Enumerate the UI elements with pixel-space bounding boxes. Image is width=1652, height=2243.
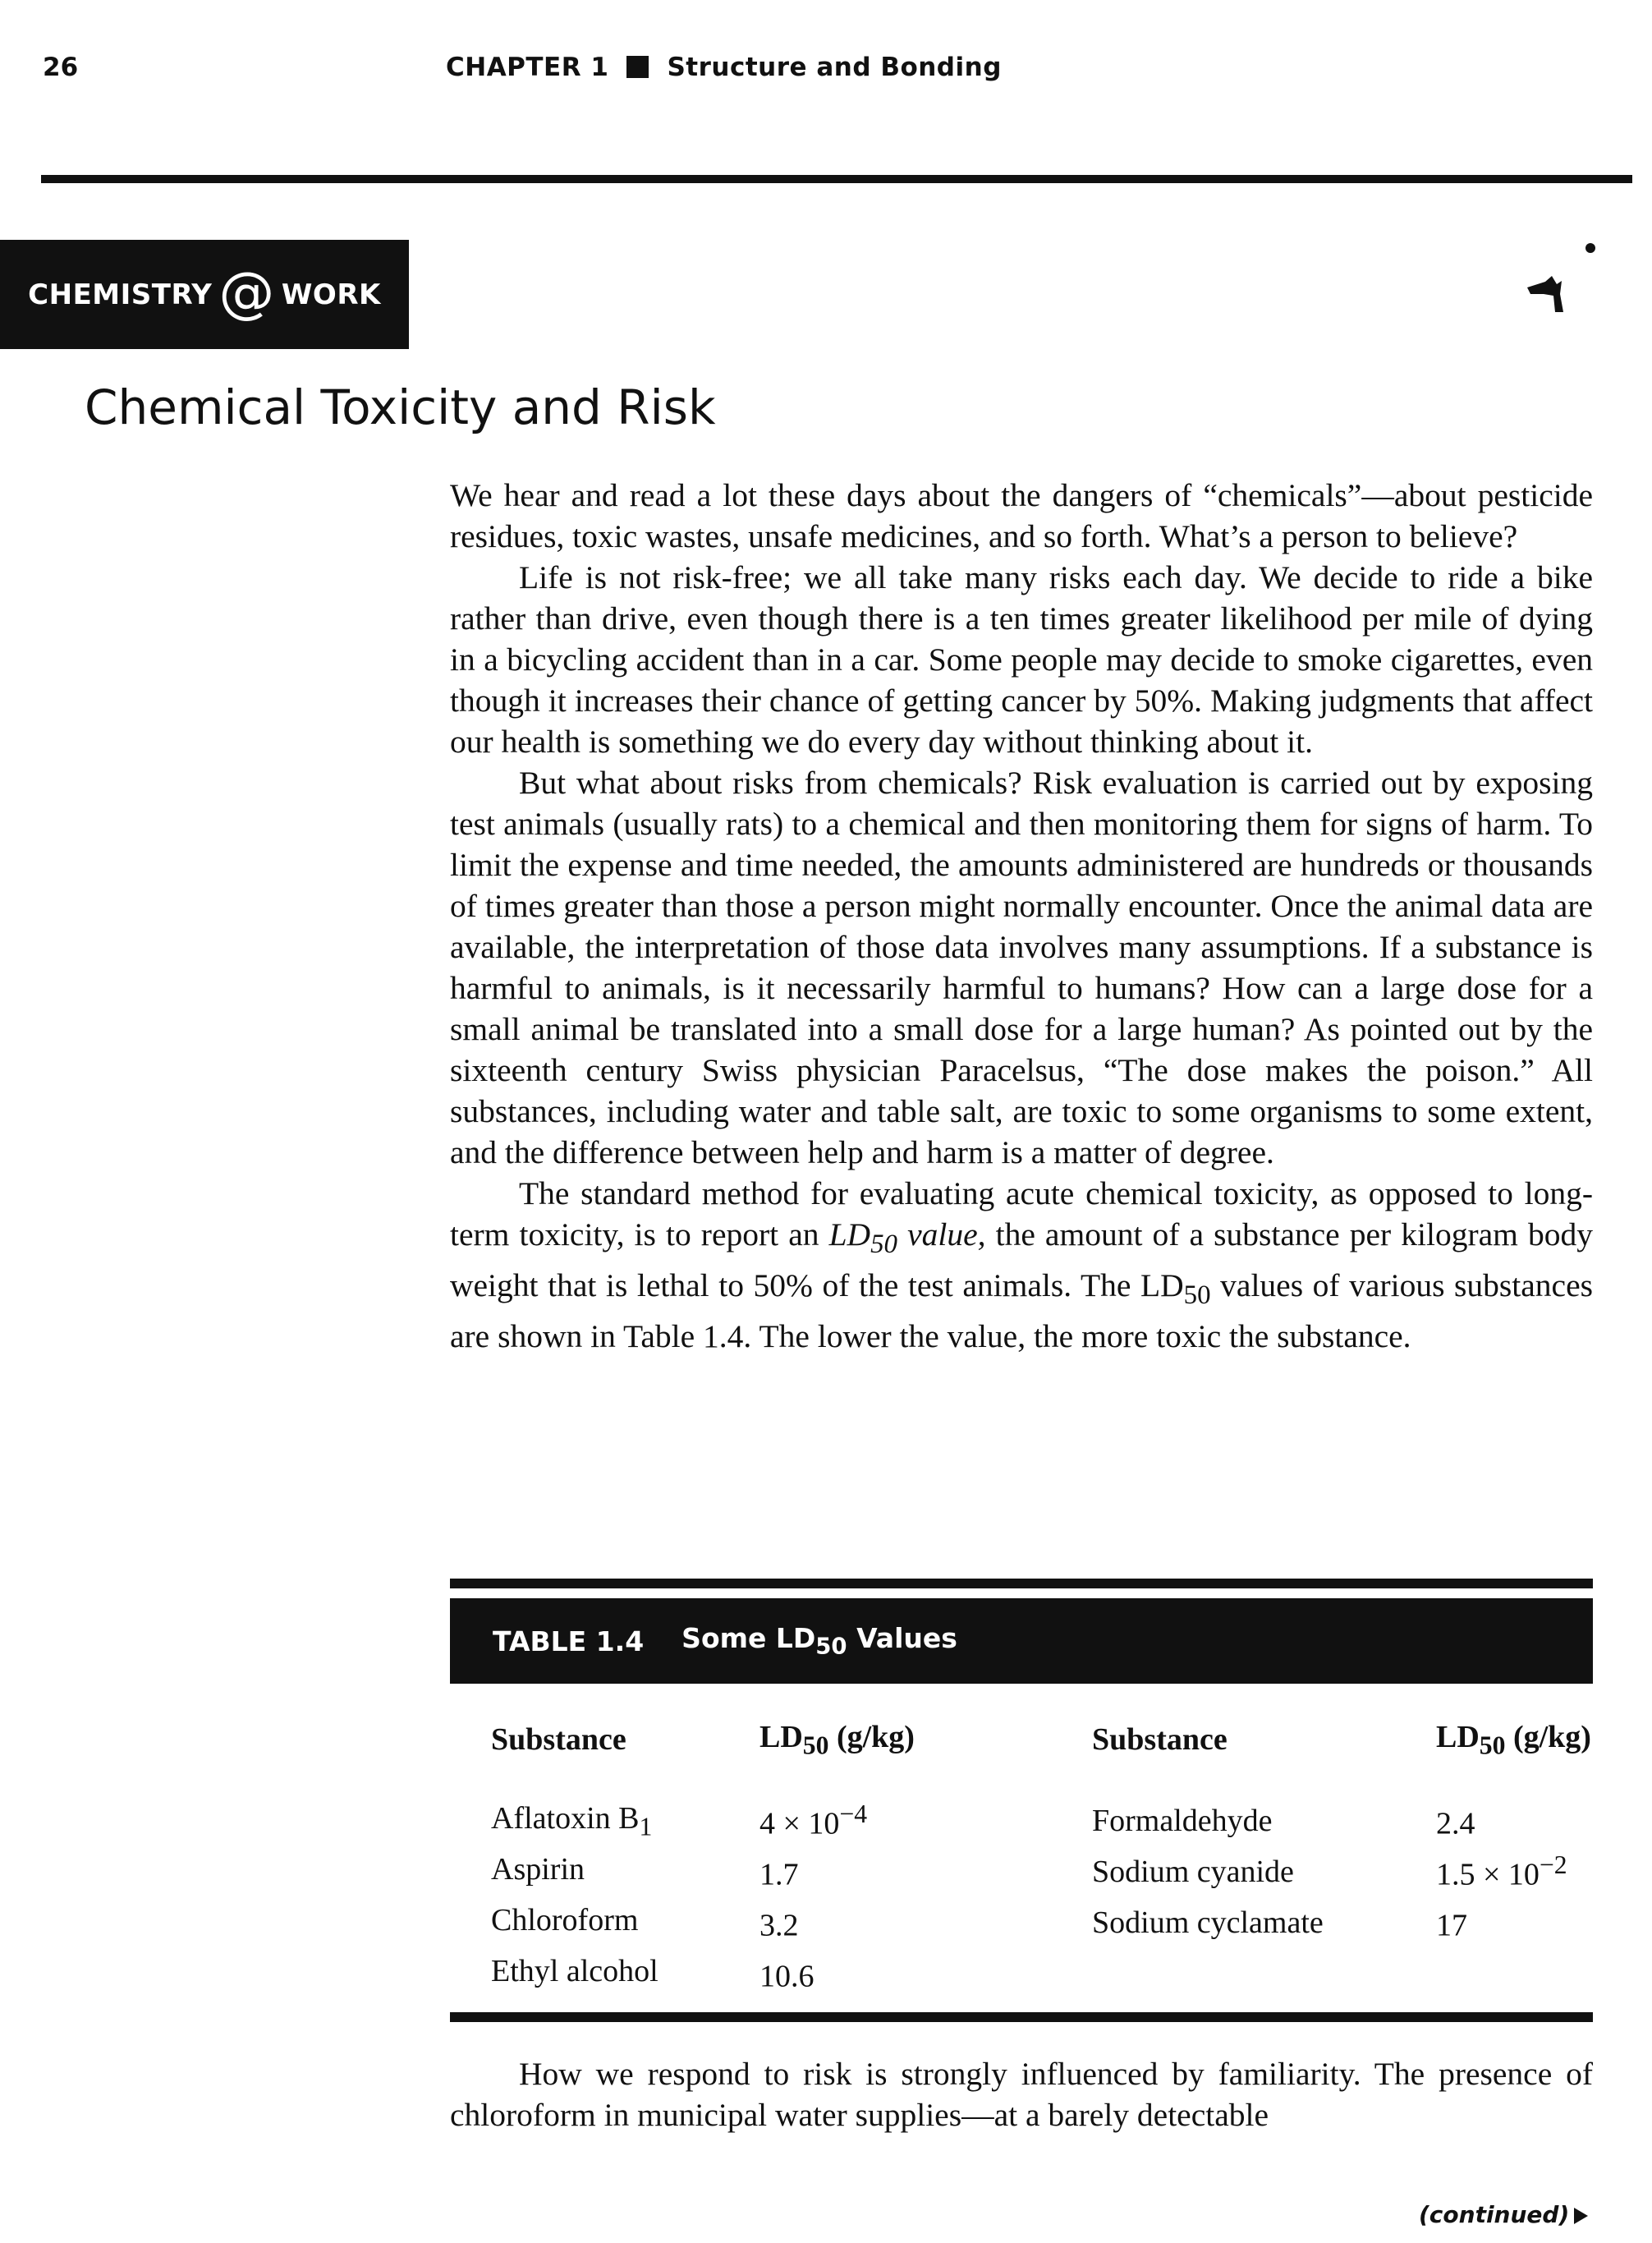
badge-right-text: WORK	[281, 278, 381, 311]
cell-substance: Sodium cyanide	[1092, 1855, 1294, 1889]
margin-mark-icon	[1511, 237, 1601, 327]
table-row	[491, 1897, 1591, 1948]
cell-substance: Formaldehyde	[1092, 1804, 1273, 1838]
table-header-row	[491, 1698, 1591, 1781]
chapter-title: Structure and Bonding	[667, 53, 1002, 82]
paragraph: Life is not risk-free; we all take many risks each day. We decide to ride a bike rather than drive, even though there is a ten times greater likelihood per mile of dying in a bicycling accident than in a car. Some people may decide to smoke cigarettes, even though it increases their chance of getting cancer by 50%. Making judgments that affect our health is something we do every day without thinking about it.	[450, 559, 1593, 760]
column-header-ld50: $LD_{50}$ (g/kg)	[1436, 1719, 1591, 1760]
table-row	[491, 1948, 1591, 1999]
cell-ld50: 1.7	[759, 1857, 799, 1892]
cell-ld50	[1431, 1948, 1591, 1999]
continued-arrow-icon	[1574, 2208, 1588, 2224]
table-top-rule	[450, 1579, 1593, 1588]
cell-ld50: 10.6	[759, 1959, 815, 1994]
cell-substance: Sodium cyclamate	[1092, 1905, 1324, 1940]
column-header-substance: Substance	[1092, 1722, 1228, 1757]
cell-ld50: $1.5 \times 10^{-2}$	[1436, 1850, 1567, 1892]
separator-square-icon	[626, 56, 649, 78]
paragraph: The standard method for evaluating acute chemical toxicity, as opposed to long-term toxicity, is to report an $LD_{50}$ value, the amount of a substance per kilogram body weight that is lethal to 50% of the test animals. The $LD_{50}$ values of various substances are shown in Table 1.4. The lower the value, the more toxic the substance.	[450, 1175, 1593, 1354]
table-caption	[450, 1598, 1593, 1684]
cell-ld50: $4 \times 10^{-4}$	[759, 1799, 868, 1841]
table-bottom-rule	[450, 2012, 1593, 2022]
paragraph: How we respond to risk is strongly influenced by familiarity. The presence of chloroform in municipal water supplies—at a barely detectable	[450, 2056, 1593, 2133]
column-header-ld50: $LD_{50}$ (g/kg)	[759, 1719, 915, 1760]
table-row	[491, 1846, 1591, 1897]
running-head	[446, 53, 1002, 82]
paragraph: We hear and read a lot these days about the dangers of “chemicals”—about pesticide residues, toxic wastes, unsafe medicines, and so forth. What’s a person to believe?	[450, 477, 1593, 554]
badge-left-text: CHEMISTRY	[28, 278, 213, 311]
cell-substance	[1092, 1948, 1431, 1999]
chapter-label: CHAPTER 1	[446, 53, 609, 82]
page-number: 26	[43, 53, 79, 82]
feature-badge	[0, 240, 409, 349]
continued-note: (continued)	[1419, 2201, 1588, 2228]
closing-text	[450, 2053, 1593, 2135]
ld50-table	[491, 1698, 1591, 1999]
cell-substance: Ethyl alcohol	[491, 1953, 659, 1988]
cell-substance: Chloroform	[491, 1902, 639, 1937]
cell-ld50: 17	[1436, 1908, 1467, 1943]
paragraph: But what about risks from chemicals? Risk evaluation is carried out by exposing test animals (usually rats) to a chemical and then monitoring them for signs of harm. To limit the expense and time needed, the amounts administered are hundreds or thousands of times greater than those a person might normally encounter. Once the animal data are available, the interpretation of those data involves many assumptions. If a substance is harmful to animals, is it necessarily harmful to humans? How can a large dose for a small animal be translated into a small dose for a large human? As pointed out by the sixteenth century Swiss physician Paracelsus, “The dose makes the poison.” All substances, including water and table salt, are toxic to some organisms to some extent, and the difference between help and harm is a matter of degree.	[450, 765, 1593, 1170]
table-row	[491, 1781, 1591, 1846]
cell-substance: Aflatoxin $B_1$	[491, 1800, 653, 1841]
cell-ld50: 3.2	[759, 1908, 799, 1943]
table-label: TABLE 1.4	[493, 1625, 645, 1657]
cell-ld50: 2.4	[1436, 1806, 1475, 1841]
feature-title: Chemical Toxicity and Risk	[85, 379, 716, 435]
top-rule	[41, 175, 1632, 183]
badge-at-symbol: @	[218, 260, 275, 325]
cell-substance: Aspirin	[491, 1851, 585, 1887]
body-text	[450, 475, 1593, 1357]
column-header-substance: Substance	[491, 1722, 626, 1757]
table-title: Some $LD_{50}$ Values	[681, 1622, 957, 1660]
